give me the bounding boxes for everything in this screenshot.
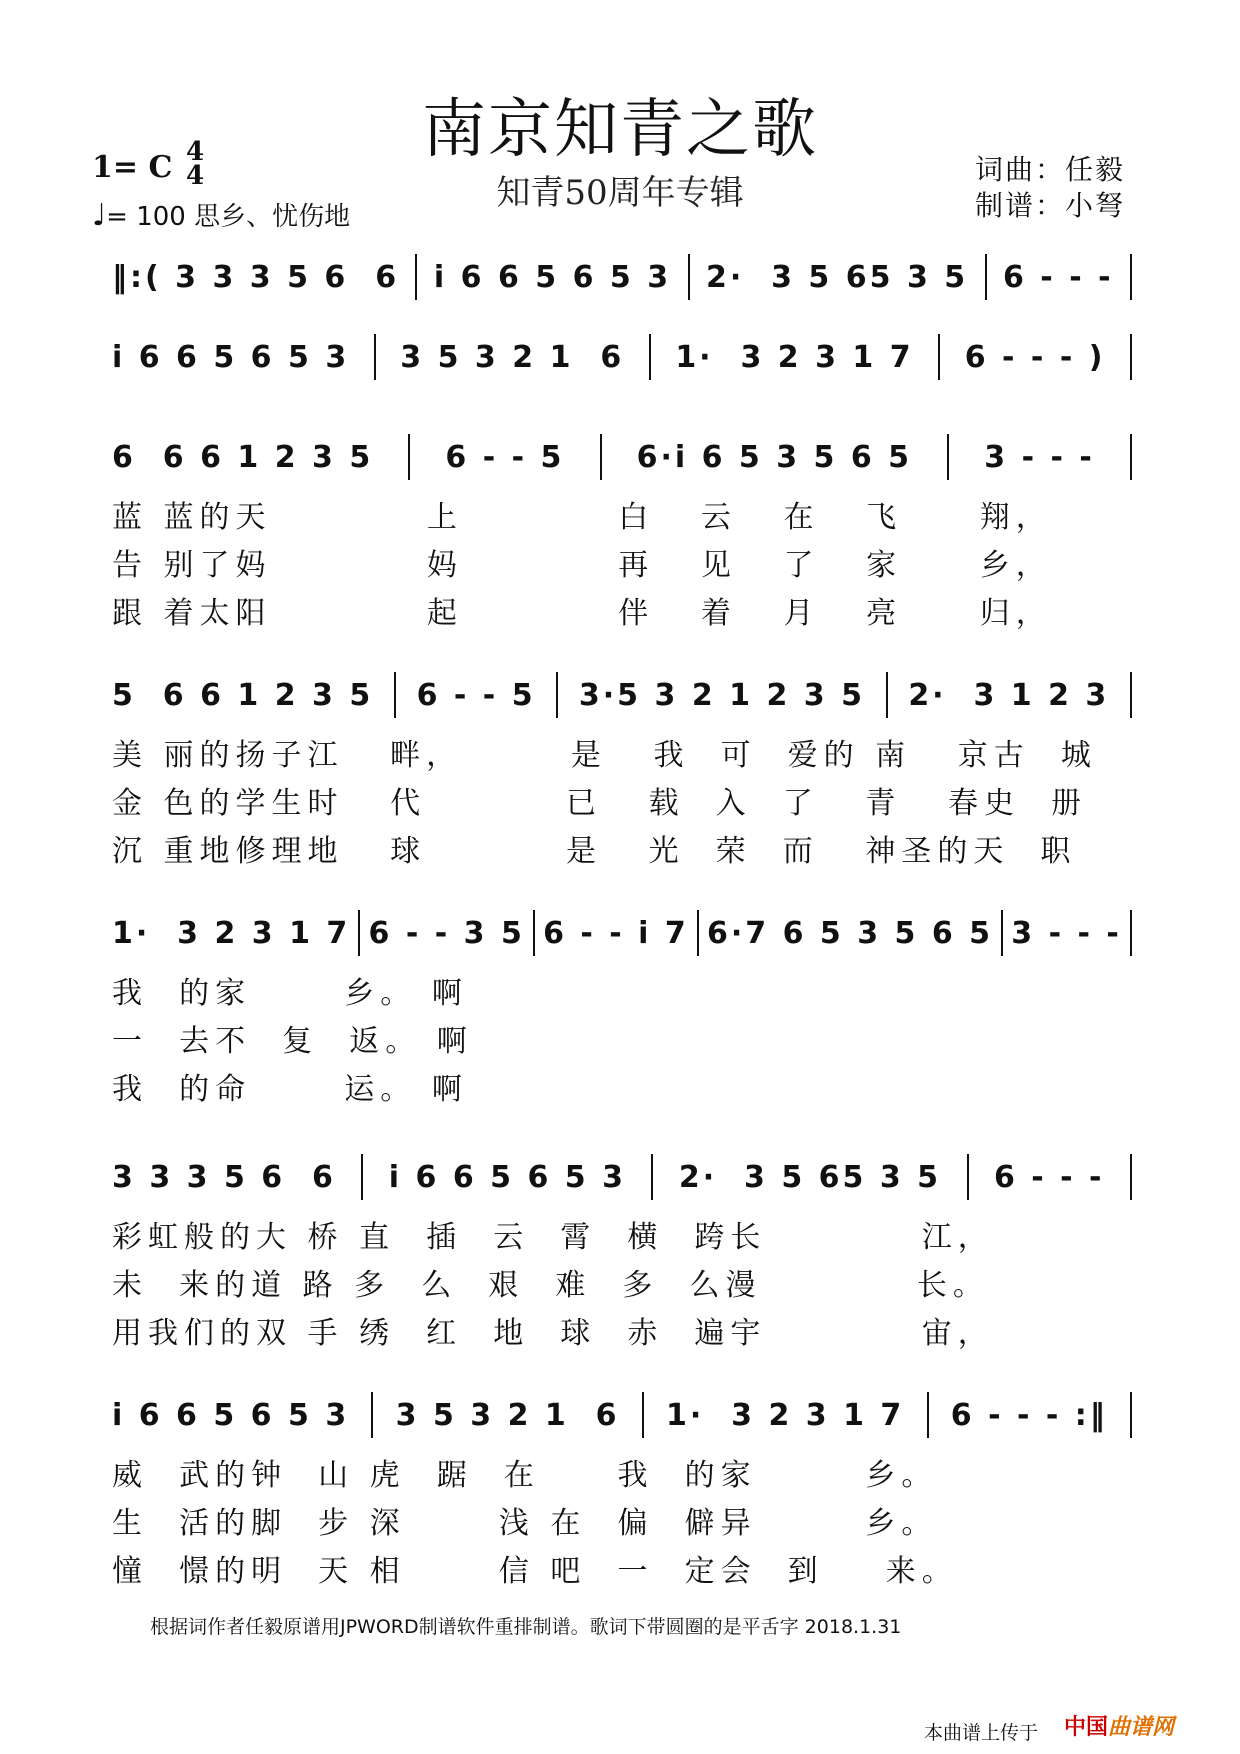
measure: 3 - - - — [1011, 915, 1122, 951]
barline — [533, 910, 535, 956]
barline — [600, 434, 602, 480]
barline — [886, 672, 888, 718]
logo-text-orange: 曲谱网 — [1108, 1715, 1175, 1740]
barline — [415, 254, 417, 300]
barline — [967, 1154, 969, 1200]
credit-score: 制谱：小弩 — [975, 189, 1126, 222]
barline — [1130, 1392, 1132, 1438]
measure: 6 - - - — [1002, 259, 1114, 295]
barline — [985, 254, 987, 300]
quarter-note-icon: ♩ — [92, 198, 107, 233]
measure: 6·i 6 5 3 5 6 5 — [636, 439, 913, 475]
barline — [1001, 910, 1003, 956]
measure: 6 6 6 1 2 3 5 — [112, 439, 374, 475]
measure: i 6 6 5 6 5 3 — [388, 1159, 626, 1195]
lyric-line: 沉 重地修理地 球 是 光 荣 而 神圣的天 职 — [112, 834, 1077, 869]
measure: 6 - - i 7 — [543, 915, 689, 951]
measure: 3 3 3 5 6 6 — [112, 1159, 336, 1195]
score-system-2 — [112, 330, 1132, 384]
barline — [927, 1392, 929, 1438]
lyric-line: 告 别了妈 妈 再 见 了 家 乡， — [112, 548, 1052, 583]
barline — [1130, 434, 1132, 480]
score-system-3 — [112, 430, 1132, 484]
score-system-6 — [112, 1150, 1132, 1204]
credit-lyrics: 词曲：任毅 — [975, 153, 1126, 186]
barline — [1130, 254, 1132, 300]
lyric-line: 憧 憬的明 天 相 信 吧 一 定会 到 来。 — [112, 1554, 958, 1589]
barline — [938, 334, 940, 380]
barline — [361, 1154, 363, 1200]
barline — [371, 1392, 373, 1438]
time-signature-top: 4 — [186, 137, 205, 167]
measure: 6 - - - :‖ — [950, 1397, 1108, 1433]
lyric-line: 威 武的钟 山 虎 踞 在 我 的家 乡。 — [112, 1458, 938, 1493]
barline — [688, 254, 690, 300]
measure: 1· 3 2 3 1 7 — [112, 915, 351, 951]
lyric-line: 用我们的双 手 绣 红 地 球 赤 遍宇 宙， — [112, 1316, 994, 1351]
lyric-line: 未 来的道 路 多 么 艰 难 多 么漫 长。 — [112, 1268, 989, 1303]
measure: 5 6 6 1 2 3 5 — [112, 677, 374, 713]
upload-source-text: 本曲谱上传于 — [924, 1722, 1039, 1744]
measure: 1· 3 2 3 1 7 — [675, 339, 914, 375]
measure: 3 5 3 2 1 6 — [400, 339, 625, 375]
measure: ‖:( 3 3 3 5 6 6 — [112, 259, 400, 295]
measure: 6 - - - ) — [964, 339, 1106, 375]
logo-text-red: 中国 — [1064, 1715, 1109, 1740]
lyric-line: 一 去不 复 返。 啊 — [112, 1024, 473, 1059]
measure: 3·5 3 2 1 2 3 5 — [578, 677, 865, 713]
barline — [1130, 910, 1132, 956]
page-title: 南京知青之歌 — [422, 93, 818, 167]
measure: i 6 6 5 6 5 3 — [433, 259, 672, 295]
measure: i 6 6 5 6 5 3 — [112, 339, 350, 375]
measure: 6·7 6 5 3 5 6 5 — [707, 915, 994, 951]
barline — [697, 910, 699, 956]
barline — [947, 434, 949, 480]
measure: 3 5 3 2 1 6 — [395, 1397, 620, 1433]
measure: 3 - - - — [984, 439, 1095, 475]
lyric-line: 美 丽的扬子江 畔， 是 我 可 爱的 南 京古 城 — [112, 738, 1097, 773]
time-signature-bottom: 4 — [186, 161, 205, 191]
barline — [556, 672, 558, 718]
score-system-4 — [112, 668, 1132, 722]
barline — [1130, 1154, 1132, 1200]
site-logo[interactable] — [1064, 1710, 1174, 1741]
measure: 6 - - 3 5 — [368, 915, 525, 951]
measure: 2· 3 1 2 3 — [908, 677, 1110, 713]
lyric-line: 蓝 蓝的天 上 白 云 在 飞 翔， — [112, 500, 1052, 535]
tempo-text: = 100 思乡、忧伤地 — [106, 202, 351, 232]
score-system-1 — [112, 250, 1132, 304]
lyric-line: 跟 着太阳 起 伴 着 月 亮 归， — [112, 596, 1052, 631]
barline — [1130, 672, 1132, 718]
measure: 1· 3 2 3 1 7 — [666, 1397, 905, 1433]
barline — [358, 910, 360, 956]
tempo-marking — [92, 196, 350, 233]
barline — [394, 672, 396, 718]
lyric-line: 生 活的脚 步 深 浅 在 偏 僻异 乡。 — [112, 1506, 938, 1541]
barline — [374, 334, 376, 380]
measure: 6 - - - — [993, 1159, 1105, 1195]
measure: i 6 6 5 6 5 3 — [112, 1397, 350, 1433]
page-subtitle: 知青50周年专辑 — [496, 173, 744, 213]
key-signature: 1= C — [92, 150, 173, 185]
barline — [649, 334, 651, 380]
measure: 2· 3 5 65 3 5 — [705, 259, 969, 295]
lyric-line: 金 色的学生时 代 已 载 入 了 青 春史 册 — [112, 786, 1088, 821]
score-system-7 — [112, 1388, 1132, 1442]
measure: 6 - - 5 — [416, 677, 536, 713]
measure: 2· 3 5 65 3 5 — [678, 1159, 942, 1195]
barline — [642, 1392, 644, 1438]
time-signature — [186, 137, 205, 191]
barline — [408, 434, 410, 480]
lyric-line: 我 的家 乡。 啊 — [112, 976, 468, 1011]
barline — [1130, 334, 1132, 380]
score-system-5 — [112, 906, 1132, 960]
footnote: 根据词作者任毅原谱用JPWORD制谱软件重排制谱。歌词下带圆圈的是平舌字 2018.1.31 — [150, 1616, 902, 1638]
lyric-line: 彩虹般的大 桥 直 插 云 霄 横 跨长 江， — [112, 1220, 994, 1255]
measure: 6 - - 5 — [445, 439, 565, 475]
lyric-line: 我 的命 运。 啊 — [112, 1072, 468, 1107]
barline — [651, 1154, 653, 1200]
